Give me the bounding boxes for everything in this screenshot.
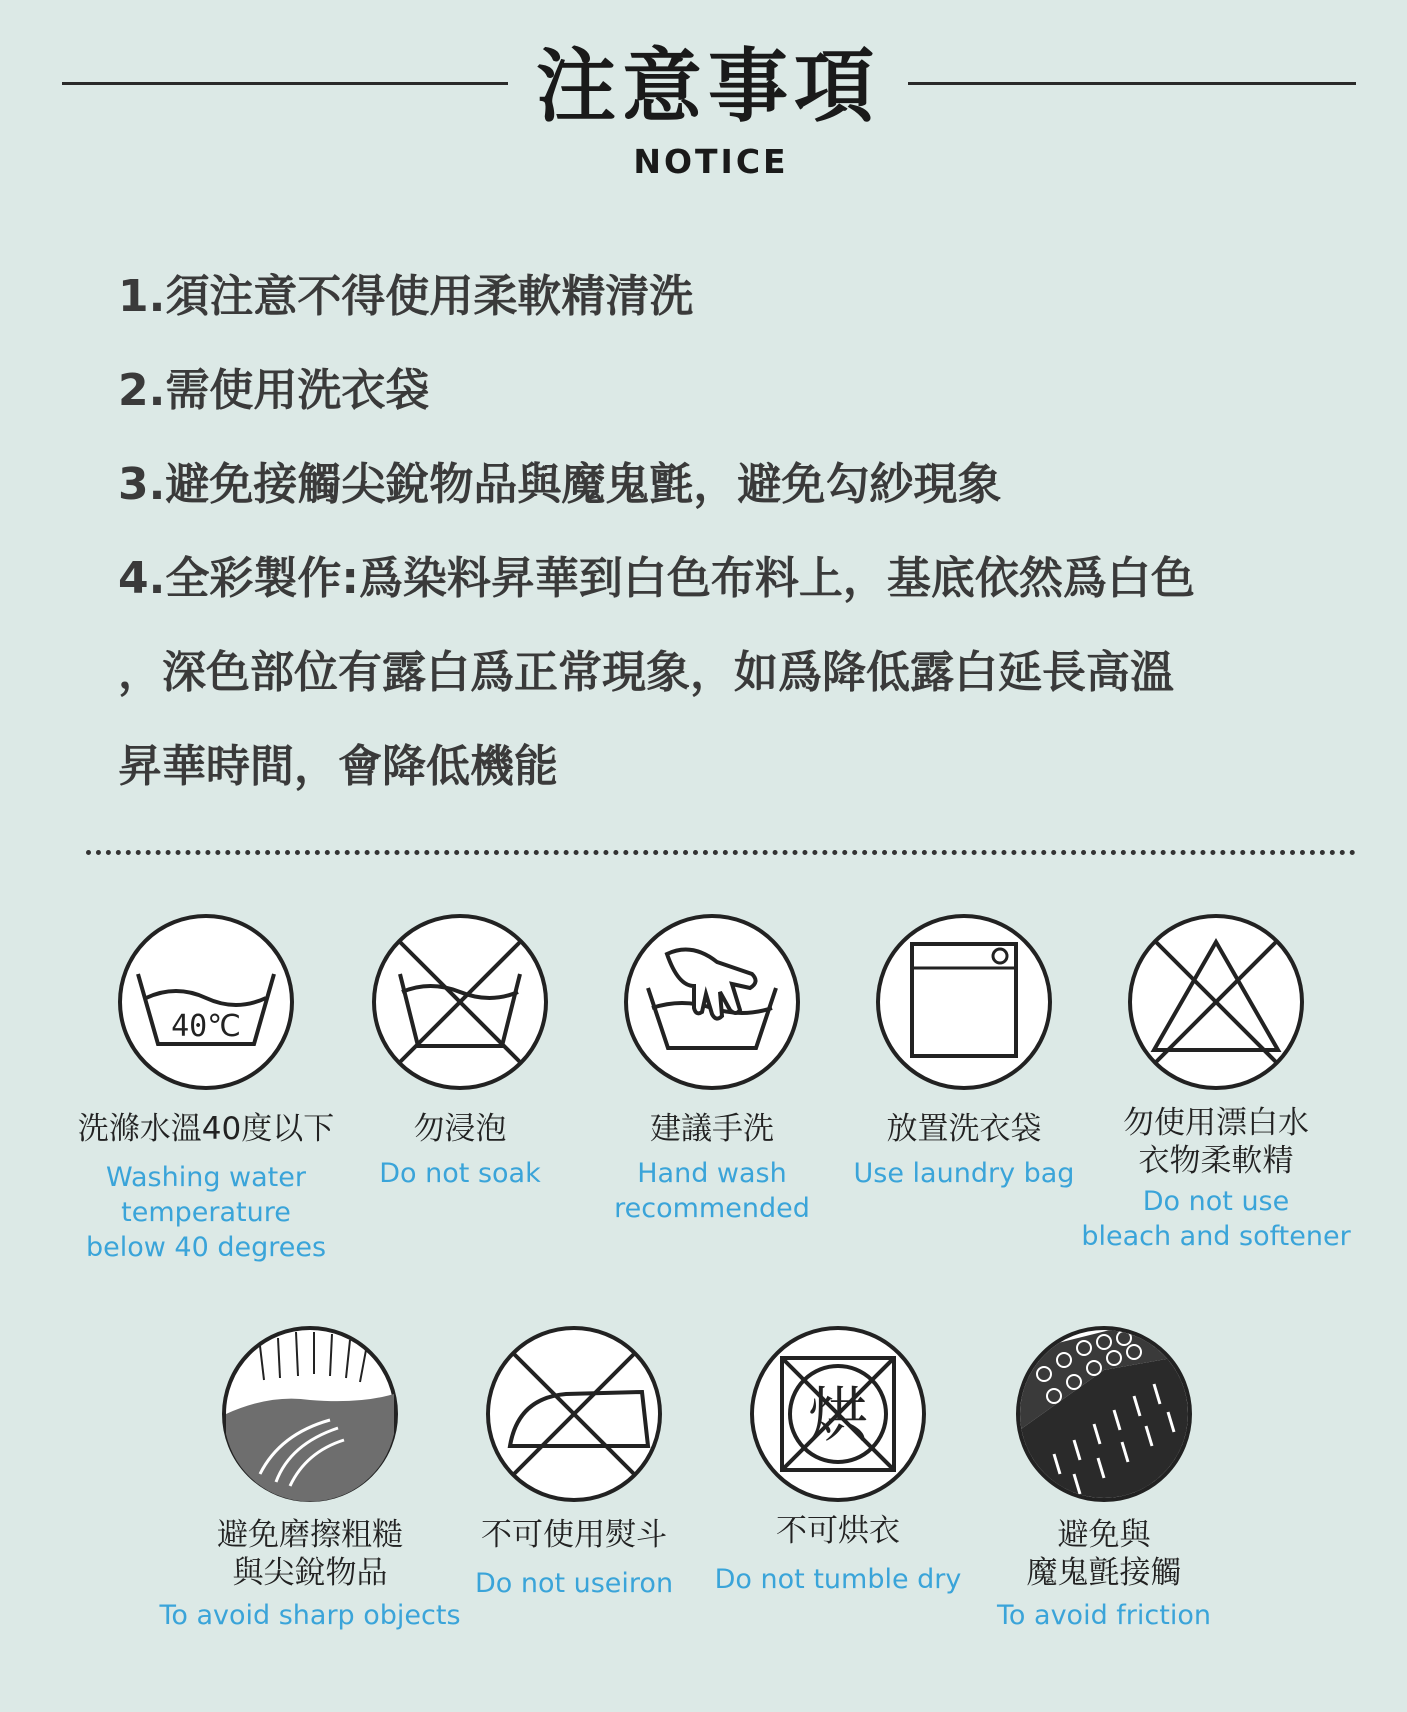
caption-zh: 避免與	[1057, 1517, 1151, 1553]
no-iron-icon	[484, 1324, 664, 1504]
caption-zh: 不可使用熨斗	[481, 1517, 667, 1553]
caption-en: Use laundry bag	[853, 1158, 1075, 1189]
icon-caption	[844, 1110, 1084, 1191]
caption-zh: 衣物柔軟精	[1138, 1143, 1294, 1179]
no-tumble-dry-icon	[748, 1324, 928, 1504]
icon-caption	[592, 1110, 832, 1226]
caption-en: Do not useiron	[474, 1568, 674, 1599]
icon-caption	[454, 1516, 694, 1601]
notice-item: 2.需使用洗衣袋	[118, 365, 430, 416]
caption-zh: 建議手洗	[650, 1111, 774, 1147]
icon-caption	[708, 1512, 968, 1597]
wash-40c-icon	[116, 912, 296, 1092]
caption-en: To avoid sharp objects	[159, 1600, 461, 1631]
laundry-bag-icon	[874, 912, 1054, 1092]
notice-item: 3.避免接觸尖銳物品與魔鬼氈，避免勾紗現象	[118, 459, 1002, 510]
title-rule-left	[62, 82, 508, 85]
title-rule-right	[908, 82, 1356, 85]
page-subtitle: NOTICE	[633, 142, 789, 181]
page-title: 注意事項	[536, 40, 880, 133]
caption-en: To avoid friction	[997, 1600, 1211, 1631]
notice-item: 昇華時間，會降低機能	[118, 741, 558, 792]
caption-zh: 與尖銳物品	[232, 1555, 388, 1591]
caption-en: Do not use	[1142, 1186, 1290, 1217]
do-not-soak-icon	[370, 912, 550, 1092]
velcro-icon	[1014, 1324, 1194, 1504]
caption-zh: 魔鬼氈接觸	[1026, 1555, 1182, 1591]
dotted-divider	[86, 850, 1356, 855]
icon-caption	[984, 1516, 1224, 1633]
caption-en: recommended	[614, 1193, 810, 1224]
icon-caption	[56, 1110, 356, 1265]
notice-item: ，深色部位有露白爲正常現象，如爲降低露白延長高溫	[118, 647, 1174, 698]
caption-zh: 勿浸泡	[413, 1111, 507, 1147]
caption-en: temperature	[121, 1197, 291, 1228]
icon-caption	[340, 1110, 580, 1191]
caption-en: Washing water	[106, 1162, 306, 1193]
svg-text:烘: 烘	[808, 1381, 868, 1451]
svg-text:40℃: 40℃	[171, 1009, 241, 1044]
caption-zh: 勿使用漂白水	[1123, 1105, 1309, 1141]
caption-zh: 不可烘衣	[776, 1513, 900, 1549]
icon-caption	[1076, 1104, 1356, 1254]
header	[0, 0, 1407, 200]
caption-zh: 避免磨擦粗糙	[217, 1517, 403, 1553]
notice-list	[118, 250, 1348, 814]
notice-item: 4.全彩製作:爲染料昇華到白色布料上，基底依然爲白色	[118, 553, 1195, 604]
caption-en: Hand wash	[637, 1158, 787, 1189]
no-bleach-icon	[1126, 912, 1306, 1092]
caption-zh: 放置洗衣袋	[886, 1111, 1042, 1147]
icon-caption	[150, 1516, 470, 1633]
caption-zh: 洗滌水溫40度以下	[77, 1111, 335, 1147]
hand-wash-icon	[622, 912, 802, 1092]
caption-en: bleach and softener	[1081, 1221, 1351, 1252]
sharp-objects-icon	[220, 1324, 400, 1504]
notice-item: 1.須注意不得使用柔軟精清洗	[118, 271, 694, 322]
caption-en: below 40 degrees	[85, 1232, 327, 1263]
caption-en: Do not soak	[379, 1158, 541, 1189]
caption-en: Do not tumble dry	[714, 1564, 962, 1595]
